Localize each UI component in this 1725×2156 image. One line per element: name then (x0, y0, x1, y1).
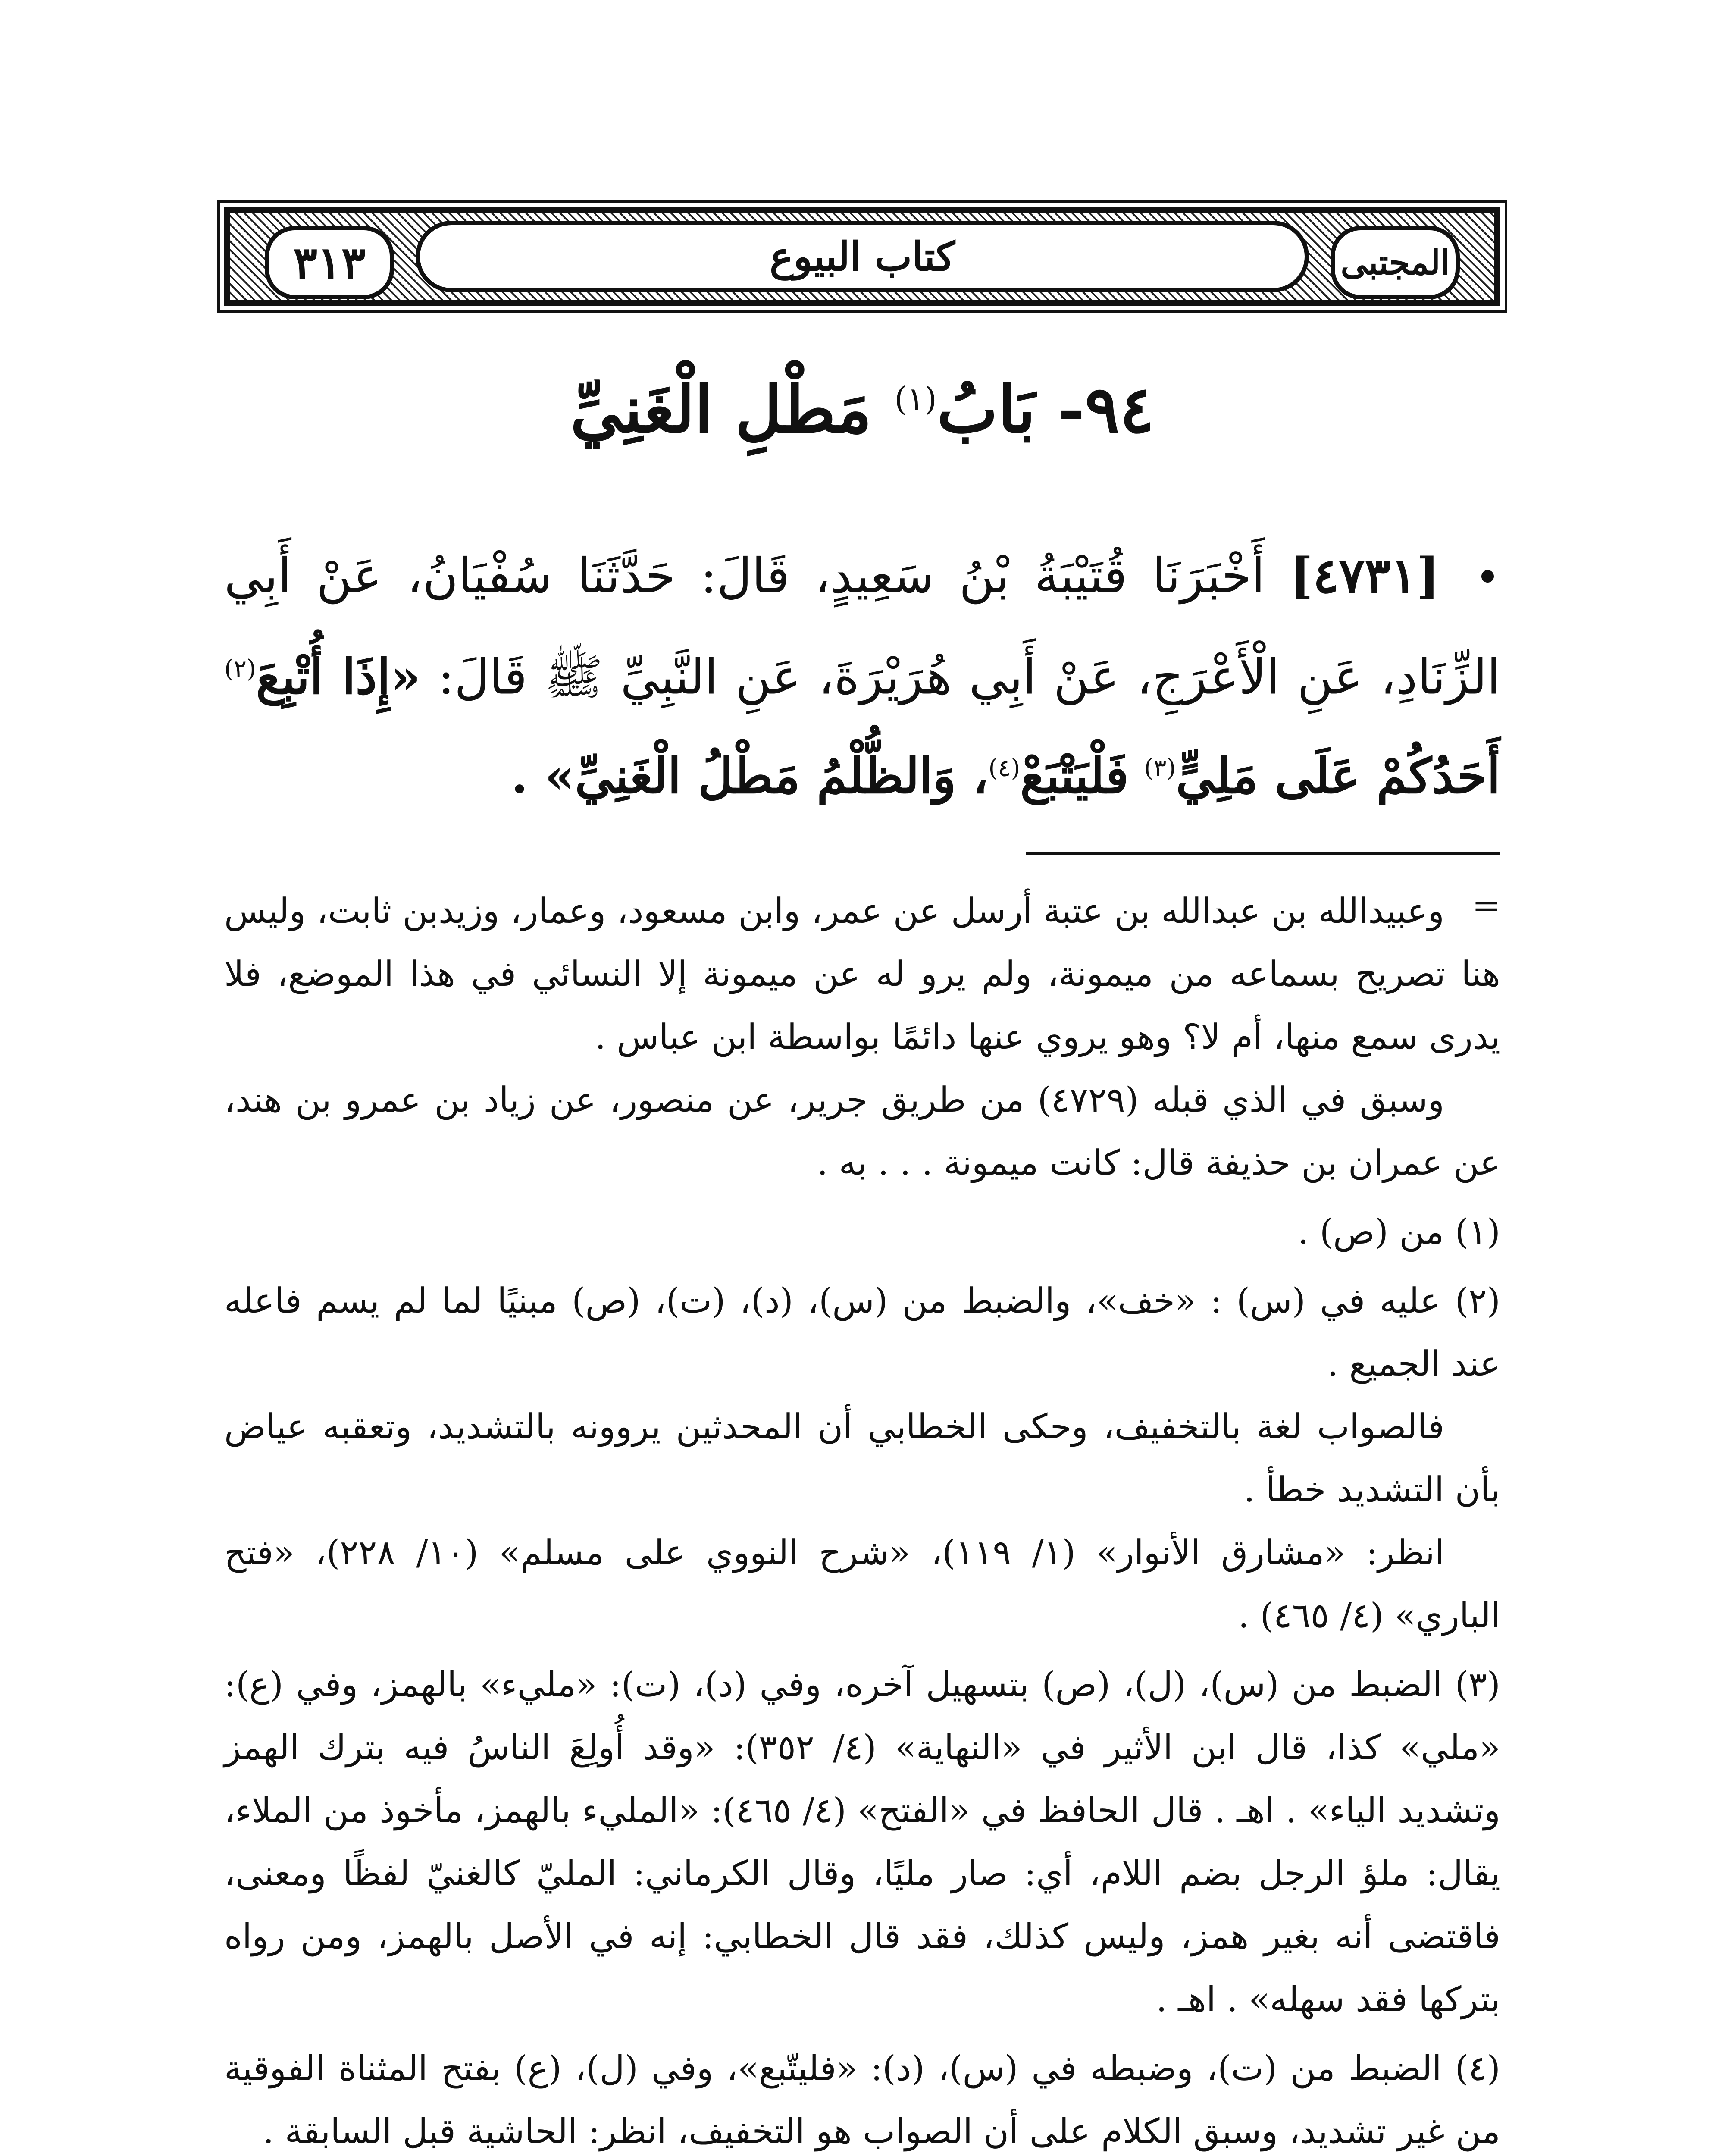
brand-title: المجتبى (1340, 243, 1450, 282)
page-number: ٣١٣ (293, 236, 366, 289)
chapter-heading (224, 371, 1500, 448)
chapter-title-rest: مَطْلِ الْغَنِيِّ (570, 372, 872, 448)
hadith-matn-1: «إِذَا أُتْبِعَ (256, 649, 421, 705)
hadith-isnad: أَخْبَرَنَا قُتَيْبَةُ بْنُ سَعِيدٍ، قَالَ: حَدَّثَنَا سُفْيَانُ، عَنْ أَبِي الزِّنَادِ، عَنِ الْأَعْرَجِ، عَنْ أَبِي هُرَيْرَةَ، عَنِ النَّبِيِّ ﷺ قَالَ: (224, 548, 1500, 705)
footnote-2-cont: فالصواب لغة بالتخفيف، وحكى الخطابي أن المحدثين يروونه بالتشديد، وتعقبه عياض بأن التشديد خطأ . (224, 1407, 1500, 1510)
footnote-2-refs: انظر: «مشارق الأنوار» (١/ ١١٩)، «شرح النووي على مسلم» (١٠/ ٢٢٨)، «فتح الباري» (٤/ ٤٦٥) . (224, 1532, 1500, 1636)
footnote-ref-3: (٣) (1144, 754, 1176, 783)
continuation-mark: = (1471, 885, 1501, 925)
footnote-ref-4: (٤) (988, 754, 1021, 783)
book-title-cartouche (416, 221, 1309, 292)
hadith-number: [٤٧٣١] (1290, 548, 1440, 604)
hadith-matn-3: فَلْيَتْبَعْ (1020, 748, 1129, 805)
book-title: كتاب البيوع (770, 233, 955, 280)
page-header (224, 207, 1500, 306)
bullet-icon: • (1475, 552, 1501, 603)
brand-cartouche (1331, 226, 1460, 299)
hadith-matn-2: أَحَدُكُمْ عَلَى مَلِيٍّ (1176, 748, 1500, 805)
page-number-cartouche (265, 226, 394, 299)
hadith-matn-4: ، وَالظُّلْمُ مَطْلُ الْغَنِيِّ» . (511, 748, 989, 805)
footnote-1: (١) من (ص) . (1297, 1212, 1500, 1252)
footnotes (224, 880, 1500, 2156)
footnote-ref-2: (٢) (224, 655, 256, 683)
chapter-title-prefix: ٩٤- بَابُ (937, 372, 1155, 448)
note-continued-2: وسبق في الذي قبله (٤٧٢٩) من طريق جرير، عن منصور، عن زياد بن عمرو بن هند، عن عمران بن حذيفة قال: كانت ميمونة . . . به . (224, 1080, 1500, 1183)
footnote-ref-1: (١) (894, 380, 937, 418)
hadith-text (224, 530, 1500, 822)
note-continued-1: وعبيدالله بن عبدالله بن عتبة أرسل عن عمر، وابن مسعود، وعمار، وزيدبن ثابت، وليس هنا تصريح بسماعه من ميمونة، ولم يرو له عن ميمونة إلا النسائي في هذا الموضع، فلا يدرى سمع منها، أم لا؟ وهو يروي عنها دائمًا بواسطة ابن عباس . (224, 891, 1500, 1057)
footnote-4: (٤) الضبط من (ت)، وضبطه في (س)، (د): «فليتّبع»، وفي (ل)، (ع) بفتح المثناة الفوقية من غير تشديد، وسبق الكلام على أن الصواب هو التخفيف، انظر: الحاشية قبل السابقة . (224, 2048, 1500, 2151)
footnote-3: (٣) الضبط من (س)، (ل)، (ص) بتسهيل آخره، وفي (د)، (ت): «مليء» بالهمز، وفي (ع): «ملي» كذا، قال ابن الأثير في «النهاية» (٤/ ٣٥٢): «وقد أُولِعَ الناسُ فيه بترك الهمز وتشديد الياء» . اهـ . قال الحافظ في «الفتح» (٤/ ٤٦٥): «المليء بالهمز، مأخوذ من الملاء، يقال: ملؤ الرجل بضم اللام، أي: صار مليًا، وقال الكرماني: المليّ كالغنيّ لفظًا ومعنى، فاقتضى أنه بغير همز، وليس كذلك، فقد قال الخطابي: إنه في الأصل بالهمز، ومن رواه بتركها فقد سهله» . اهـ . (224, 1664, 1500, 2019)
footnote-2: (٢) عليه في (س) : «خف»، والضبط من (س)، (د)، (ت)، (ص) مبنيًا لما لم يسم فاعله عند الجميع . (224, 1281, 1500, 1384)
footnote-divider (1026, 852, 1500, 855)
